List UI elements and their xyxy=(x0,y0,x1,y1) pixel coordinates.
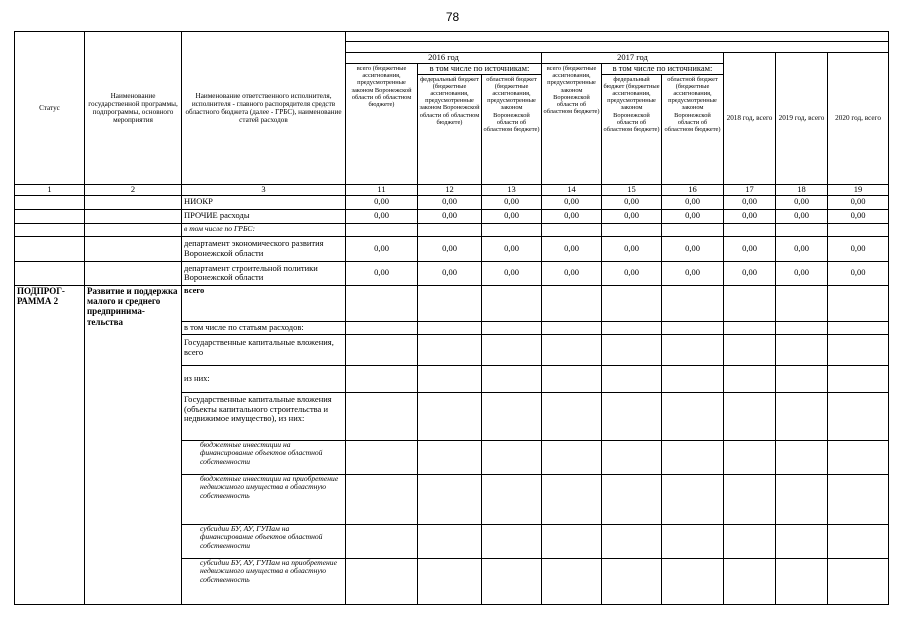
header-year-2016: 2016 год xyxy=(346,53,542,64)
cell-value: 0,00 xyxy=(346,261,418,285)
header-blank-second xyxy=(346,42,889,53)
column-number: 1 xyxy=(15,184,85,195)
column-number: 15 xyxy=(602,184,662,195)
column-number: 17 xyxy=(724,184,776,195)
header-status: Статус xyxy=(15,32,85,185)
cell-value: 0,00 xyxy=(418,195,482,209)
header-blank-top xyxy=(346,32,889,42)
cell-value: 0,00 xyxy=(662,195,724,209)
row-label: департамент экономического развития Воронежской области xyxy=(182,236,346,261)
cell-value: 0,00 xyxy=(828,195,889,209)
cell-value: 0,00 xyxy=(776,195,828,209)
cell-value: 0,00 xyxy=(602,261,662,285)
cell-value: 0,00 xyxy=(482,261,542,285)
table-row xyxy=(15,261,889,285)
cell-value: 0,00 xyxy=(418,261,482,285)
cell-value: 0,00 xyxy=(776,209,828,223)
row-label: Государственные капитальные вложения (объекты капитального строительства и недвижимое имущество), из них: xyxy=(182,392,346,440)
row-label: НИОКР xyxy=(182,195,346,209)
cell-value: 0,00 xyxy=(542,195,602,209)
cell-value: 0,00 xyxy=(828,236,889,261)
column-number: 3 xyxy=(182,184,346,195)
column-number: 12 xyxy=(418,184,482,195)
cell-value: 0,00 xyxy=(346,195,418,209)
cell-value: 0,00 xyxy=(724,236,776,261)
cell-value: 0,00 xyxy=(724,261,776,285)
header-federal-2016: федеральный бюджет (бюджетные ассигнования, предусмотренные законом Воронежской области об областном бюджете) xyxy=(418,74,482,184)
cell-value: 0,00 xyxy=(418,236,482,261)
cell-value: 0,00 xyxy=(542,236,602,261)
header-regional-2016: областной бюджет (бюджетные ассигнования, предусмотренные законом Воронежской области об областном бюджете) xyxy=(482,74,542,184)
header-executor-name: Наименование ответственного исполнителя, исполнителя - главного распорядителя средств областного бюджета (далее - ГРБС), наименование статей расходов xyxy=(182,32,346,185)
table-row xyxy=(15,223,889,236)
cell-value: 0,00 xyxy=(482,209,542,223)
row-label: Государственные капитальные вложения, всего xyxy=(182,334,346,365)
cell-value: 0,00 xyxy=(346,209,418,223)
cell-value: 0,00 xyxy=(724,195,776,209)
row-label: субсидии БУ, АУ, ГУПам на приобретение недвижимого имущества в областную собственность xyxy=(182,558,346,604)
header-row-top xyxy=(15,32,889,42)
row-label: всего xyxy=(182,285,346,321)
cell-value: 0,00 xyxy=(602,209,662,223)
header-regional-2017: областной бюджет (бюджетные ассигнования, предусмотренные законом Воронежской области об областном бюджете) xyxy=(662,74,724,184)
cell-value: 0,00 xyxy=(724,209,776,223)
row-label: бюджетные инвестиции на финансирование объектов областной собственности xyxy=(182,440,346,474)
cell-value: 0,00 xyxy=(602,236,662,261)
header-incl-sources-2017: в том числе по источникам: xyxy=(602,64,724,75)
subprogram-name: Развитие и поддержка малого и среднего предпринима-тельства xyxy=(85,285,182,604)
cell-value: 0,00 xyxy=(828,209,889,223)
column-number: 14 xyxy=(542,184,602,195)
table-row xyxy=(15,195,889,209)
header-incl-sources-2016: в том числе по источникам: xyxy=(418,64,542,75)
table-row xyxy=(15,285,889,321)
cell-value: 0,00 xyxy=(542,261,602,285)
cell-value: 0,00 xyxy=(828,261,889,285)
subprogram-status: ПОДПРОГ-РАММА 2 xyxy=(15,285,85,604)
header-year-2017: 2017 год xyxy=(542,53,724,64)
row-label: субсидии БУ, АУ, ГУПам на финансирование объектов областной собственности xyxy=(182,524,346,558)
column-number: 11 xyxy=(346,184,418,195)
column-number: 16 xyxy=(662,184,724,195)
cell-value: 0,00 xyxy=(346,236,418,261)
header-2020: 2020 год, всего xyxy=(828,53,889,185)
table-row xyxy=(15,209,889,223)
row-label: в том числе по ГРБС: xyxy=(182,223,346,236)
row-label: в том числе по статьям расходов: xyxy=(182,321,346,334)
header-2018: 2018 год, всего xyxy=(724,53,776,185)
cell-value: 0,00 xyxy=(662,261,724,285)
column-number: 18 xyxy=(776,184,828,195)
table-row xyxy=(15,236,889,261)
header-total-2017: всего (бюджетные ассигнования, предусмотренные законом Воронежской области об областном бюджете) xyxy=(542,64,602,185)
header-2019: 2019 год, всего xyxy=(776,53,828,185)
header-total-2016: всего (бюджетные ассигнования, предусмотренные законом Воронежской области об областном бюджете) xyxy=(346,64,418,185)
cell-value: 0,00 xyxy=(662,209,724,223)
cell-value: 0,00 xyxy=(418,209,482,223)
row-label: ПРОЧИЕ расходы xyxy=(182,209,346,223)
row-label: из них: xyxy=(182,365,346,392)
budget-table xyxy=(14,31,889,605)
cell-value: 0,00 xyxy=(776,261,828,285)
cell-value: 0,00 xyxy=(482,236,542,261)
header-program-name: Наименование государственной программы, подпрограммы, основного мероприятия xyxy=(85,32,182,185)
cell-value: 0,00 xyxy=(776,236,828,261)
cell-value: 0,00 xyxy=(482,195,542,209)
cell-value: 0,00 xyxy=(662,236,724,261)
column-number: 19 xyxy=(828,184,889,195)
header-federal-2017: федеральный бюджет (бюджетные ассигнования, предусмотренные законом Воронежской области об областном бюджете) xyxy=(602,74,662,184)
cell-value: 0,00 xyxy=(542,209,602,223)
cell-value: 0,00 xyxy=(602,195,662,209)
row-label: департамент строительной политики Воронежской области xyxy=(182,261,346,285)
page-number: 78 xyxy=(445,10,460,24)
row-label: бюджетные инвестиции на приобретение недвижимого имущества в областную собственность xyxy=(182,474,346,524)
column-number: 13 xyxy=(482,184,542,195)
column-number-row xyxy=(15,184,889,195)
column-number: 2 xyxy=(85,184,182,195)
